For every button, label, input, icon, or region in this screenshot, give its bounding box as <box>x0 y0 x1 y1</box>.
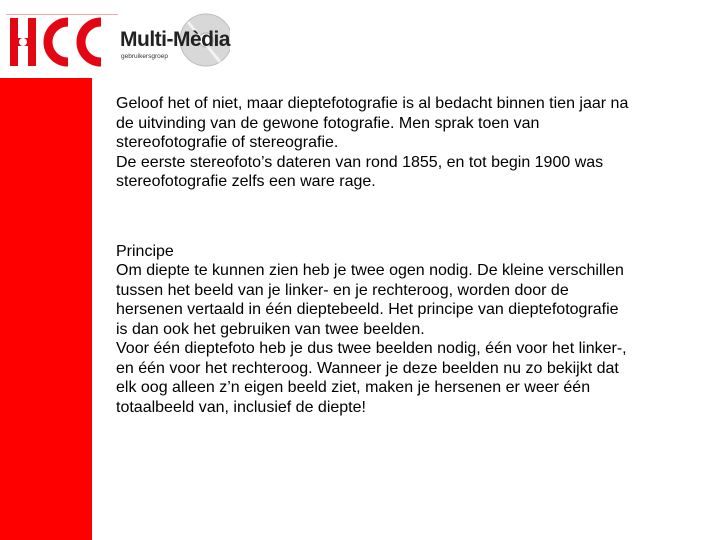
section-spacer <box>116 192 696 242</box>
intro-line: de uitvinding van de gewone fotografie. Men sprak toen van <box>116 114 540 132</box>
intro-line: De eerste stereofoto’s dateren van rond 1855, en tot begin 1900 was <box>116 153 604 171</box>
section-line: totaalbeeld van, inclusief de diepte! <box>116 398 366 416</box>
red-side-bar <box>0 78 92 540</box>
intro-line: stereofotografie of stereografie. <box>116 134 339 151</box>
hcc-logo <box>6 8 118 74</box>
section-line: tussen het beeld van je linker- en je rechteroog, worden door de <box>116 281 569 299</box>
section-line: Voor één dieptefoto heb je dus twee beelden nodig, één voor het linker-, <box>116 340 627 357</box>
slide-content <box>116 94 696 417</box>
section-heading: Principe <box>116 242 174 260</box>
logo-brand-text: Multi-Mèdia <box>120 28 230 51</box>
section-line: en één voor het rechteroog. Wanneer je deze beelden nu zo bekijkt dat <box>116 359 619 377</box>
section-line: Om diepte te kunnen zien heb je twee ogen nodig. De kleine verschillen <box>116 262 624 279</box>
section-line: elk oog alleen z’n eigen beeld ziet, maken je hersenen er weer één <box>116 379 591 396</box>
section-line: hersenen vertaald in één dieptebeeld. Het principe van dieptefotografie <box>116 301 619 318</box>
intro-line: stereofotografie zelfs een ware rage. <box>116 173 376 190</box>
section-line: is dan ook het gebruiken van twee beelden. <box>116 320 425 338</box>
logo-subtitle: gebruikersgroep <box>121 53 168 60</box>
multi-media-logo <box>114 12 230 72</box>
intro-line: Geloof het of niet, maar dieptefotografie is al bedacht binnen tien jaar na <box>116 95 629 112</box>
